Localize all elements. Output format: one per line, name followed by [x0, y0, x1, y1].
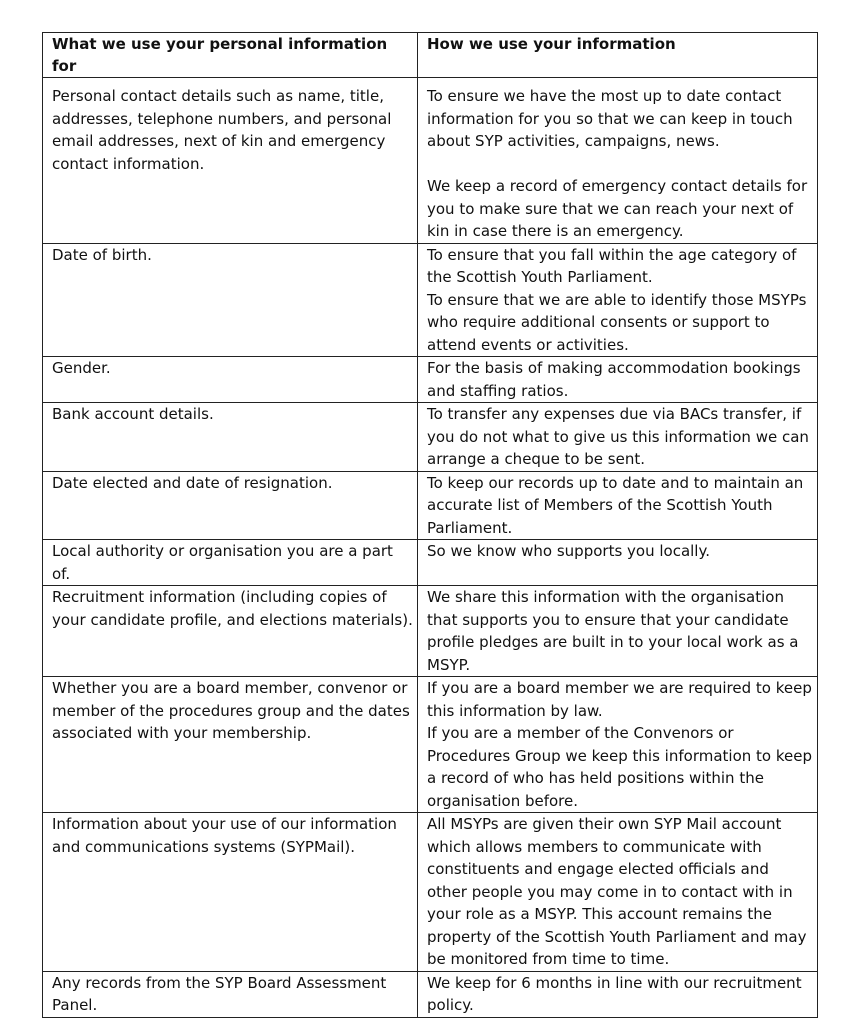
use-cell [43, 403, 418, 472]
how-cell [418, 586, 818, 677]
use-text: Local authority or organisation you are a part of. [52, 542, 393, 583]
table-row [43, 243, 818, 357]
use-cell [43, 677, 418, 813]
use-text: Date of birth. [52, 245, 152, 264]
table-row [43, 357, 818, 403]
use-text: Personal contact details such as name, title, addresses, telephone numbers, and personal email addresses, next of kin and emergency contact information. [52, 87, 392, 173]
table-row [43, 813, 818, 972]
use-cell [43, 586, 418, 677]
table-row [43, 471, 818, 540]
table-row [43, 971, 818, 1017]
how-text: If you are a member of the Convenors or Procedures Group we keep this information to keep a record of who has held positions within the organisation before. [427, 724, 812, 810]
how-text: To ensure that we are able to identify those MSYPs who require additional consents or support to attend events or activities. [427, 290, 807, 354]
how-text: We keep for 6 months in line with our recruitment policy. [427, 973, 802, 1014]
how-text: All MSYPs are given their own SYP Mail account which allows members to communicate with constituents and engage elected officials and other people you may come in to contact with in your role as a MSYP. This account remains the property of the Scottish Youth Parliament and may be monitored from time to time. [427, 815, 807, 968]
table-row [43, 677, 818, 813]
how-cell [418, 971, 818, 1017]
how-cell [418, 540, 818, 586]
how-text: If you are a board member we are required to keep this information by law. [427, 679, 812, 720]
how-text: We keep a record of emergency contact details for you to make sure that we can reach your next of kin in case there is an emergency. [427, 177, 808, 240]
use-cell [43, 971, 418, 1017]
use-text: Whether you are a board member, convenor or member of the procedures group and the dates associated with your membership. [52, 679, 410, 742]
header-how: How we use your information [418, 33, 818, 78]
how-cell [418, 243, 818, 357]
table-row [43, 78, 818, 244]
how-text: To ensure we have the most up to date contact information for you so that we can keep in touch about SYP activities, campaigns, news. [427, 87, 793, 150]
how-text: To transfer any expenses due via BACs transfer, if you do not what to give us this information we can arrange a cheque to be sent. [427, 405, 809, 468]
how-text: To keep our records up to date and to maintain an accurate list of Members of the Scottish Youth Parliament. [427, 473, 804, 537]
how-cell [418, 677, 818, 813]
how-cell [418, 813, 818, 972]
table-row [43, 586, 818, 677]
personal-information-table [42, 32, 818, 1018]
how-text: For the basis of making accommodation bookings and staffing ratios. [427, 359, 801, 400]
use-text: Gender. [52, 359, 111, 377]
use-text: Bank account details. [52, 405, 214, 423]
use-cell [43, 78, 418, 244]
table-row [43, 540, 818, 586]
use-cell [43, 357, 418, 403]
how-text: So we know who supports you locally. [427, 542, 710, 560]
how-cell [418, 78, 818, 244]
how-text: We share this information with the organisation that supports you to ensure that your candidate profile pledges are built in to your local work as a MSYP. [427, 588, 799, 674]
use-text: Any records from the SYP Board Assessment Panel. [52, 973, 387, 1014]
use-cell [43, 813, 418, 972]
table-header-row [43, 33, 818, 78]
table-row [43, 403, 818, 472]
how-cell [418, 403, 818, 472]
use-text: Date elected and date of resignation. [52, 473, 333, 492]
use-text: Information about your use of our information and communications systems (SYPMail). [52, 815, 397, 856]
header-use: What we use your personal information for [43, 33, 418, 78]
use-text: Recruitment information (including copies of your candidate profile, and elections materials). [52, 588, 413, 629]
how-cell [418, 471, 818, 540]
how-text: To ensure that you fall within the age category of the Scottish Youth Parliament. [427, 245, 797, 286]
use-cell [43, 540, 418, 586]
use-cell [43, 471, 418, 540]
how-cell [418, 357, 818, 403]
use-cell [43, 243, 418, 357]
